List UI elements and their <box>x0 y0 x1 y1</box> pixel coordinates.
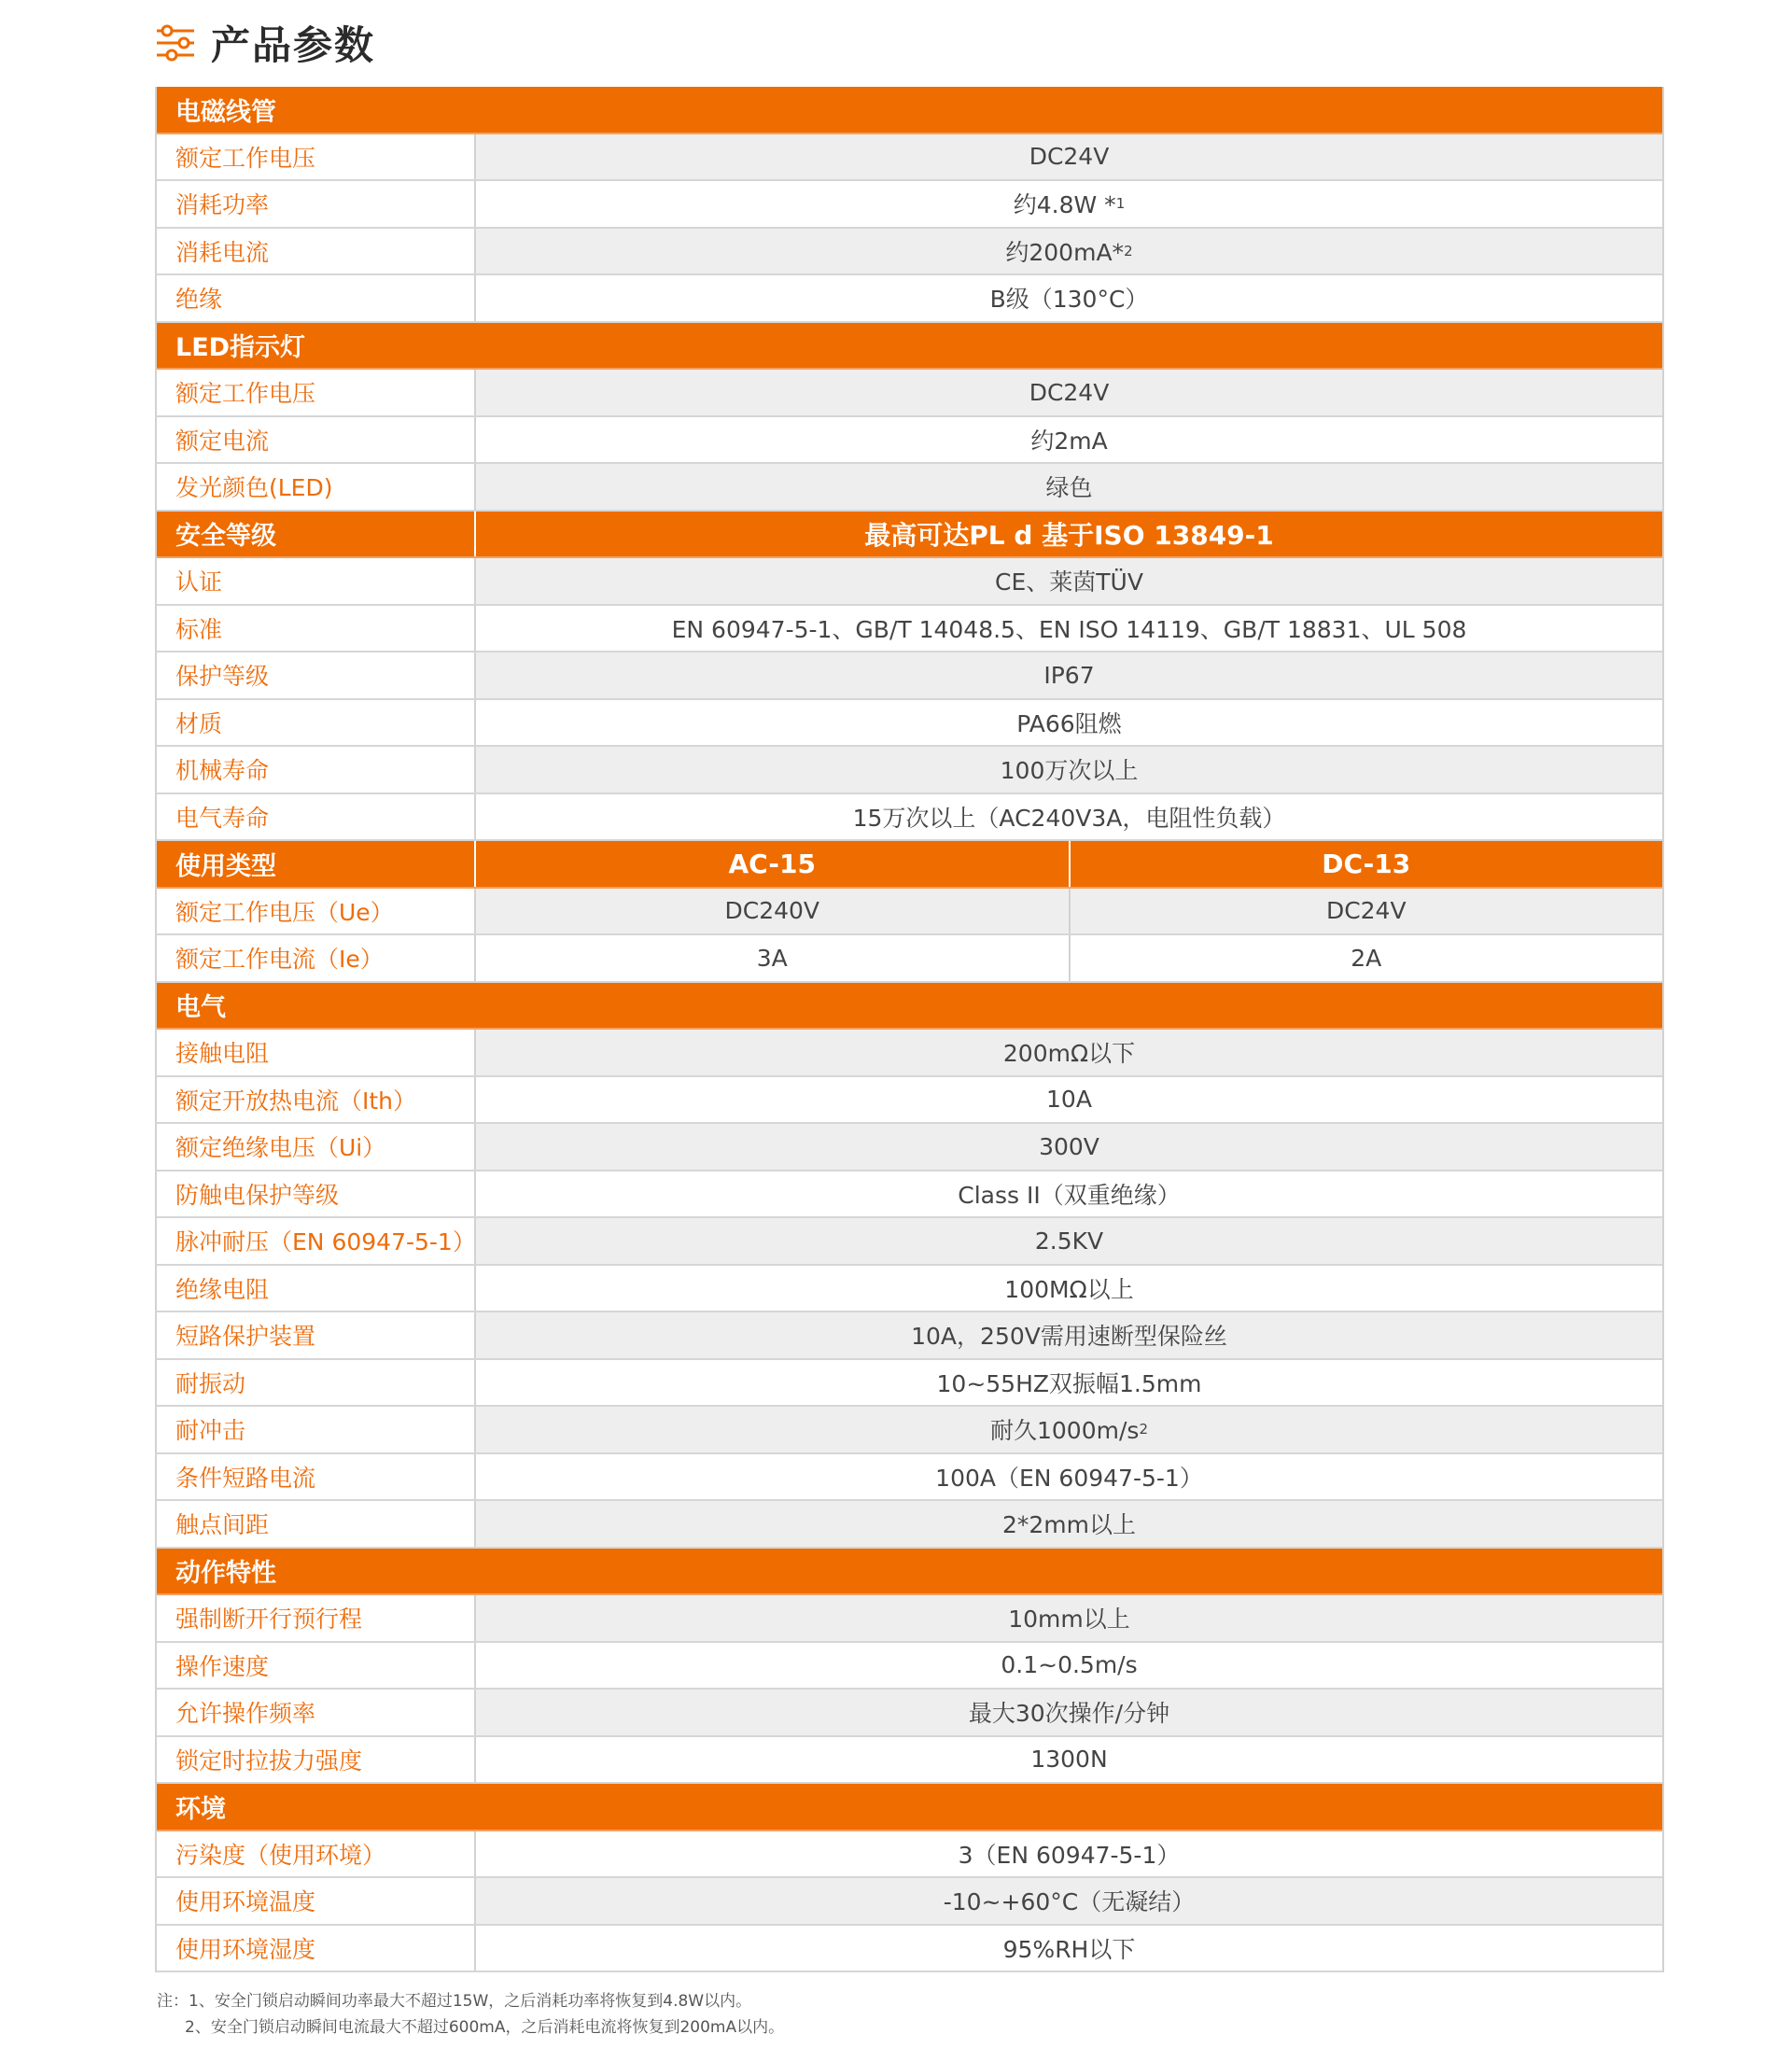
param-label: 机械寿命 <box>157 747 476 793</box>
param-label: 允许操作频率 <box>157 1690 476 1735</box>
table-row <box>157 275 1662 323</box>
param-label: 额定电流 <box>157 417 476 463</box>
param-value: 约4.8W * 1 <box>476 181 1662 227</box>
table-row <box>157 181 1662 229</box>
section-title: 电气 <box>175 993 226 1023</box>
param-value <box>476 1124 1662 1170</box>
param-value: 3A <box>476 935 1069 981</box>
param-label: 使用环境温度 <box>157 1878 476 1924</box>
section-title: 安全等级 <box>157 512 476 557</box>
param-value <box>476 134 1662 180</box>
section-header <box>157 841 1662 889</box>
param-value: 2A <box>1069 935 1663 981</box>
section-title: 电磁线管 <box>175 97 276 127</box>
param-label: 材质 <box>157 700 476 746</box>
param-value-text: DC24V <box>1029 143 1110 171</box>
table-row <box>157 1831 1662 1879</box>
param-label: 消耗功率 <box>157 181 476 227</box>
footnotes <box>157 1988 784 2041</box>
param-value <box>476 1501 1662 1547</box>
param-label: 条件短路电流 <box>157 1454 476 1500</box>
param-value <box>476 1643 1662 1689</box>
section-header <box>157 1784 1662 1831</box>
section-title: 环境 <box>175 1794 226 1824</box>
param-value <box>476 275 1662 321</box>
section-header <box>157 983 1662 1031</box>
param-label: 触点间距 <box>157 1501 476 1547</box>
param-label: 额定工作电压 <box>157 370 476 415</box>
param-value-text: 耐久1000m/s <box>990 1417 1140 1445</box>
param-value <box>476 1360 1662 1406</box>
param-value-text: Class II（双重绝缘） <box>958 1181 1181 1209</box>
sliders-icon <box>155 24 196 62</box>
param-label: 认证 <box>157 558 476 604</box>
param-label: 额定工作电流（Ie） <box>157 935 476 981</box>
section-header-value: 最高可达PL d 基于ISO 13849-1 <box>864 519 1274 551</box>
param-value <box>476 747 1662 793</box>
param-value: 耐久1000m/s 2 <box>476 1407 1662 1452</box>
param-label: 脉冲耐压（EN 60947-5-1） <box>157 1218 476 1264</box>
table-row <box>157 229 1662 276</box>
column-header: AC-15 <box>728 848 816 879</box>
table-row <box>157 1737 1662 1785</box>
table-row <box>157 1595 1662 1643</box>
param-value-text: B级（130°C） <box>989 286 1149 314</box>
param-value-text: 100万次以上 <box>1000 757 1139 785</box>
table-row <box>157 1077 1662 1125</box>
param-label: 额定工作电压 <box>157 134 476 180</box>
table-row <box>157 747 1662 794</box>
param-label: 消耗电流 <box>157 229 476 274</box>
param-value-text: EN 60947-5-1、GB/T 14048.5、EN ISO 14119、GB/T 18831、UL 508 <box>671 615 1467 643</box>
param-value <box>476 370 1662 415</box>
table-row <box>157 417 1662 465</box>
param-value <box>476 1312 1662 1358</box>
param-label: 发光颜色(LED) <box>157 464 476 510</box>
table-row <box>157 1407 1662 1454</box>
table-row <box>157 606 1662 653</box>
section-header <box>157 1549 1662 1596</box>
param-value <box>476 1595 1662 1641</box>
param-value-text: 10A <box>1046 1086 1092 1114</box>
section-header-value <box>476 323 1662 369</box>
table-row <box>157 1171 1662 1219</box>
table-row <box>157 1501 1662 1549</box>
param-value-text: 10A，250V需用速断型保险丝 <box>911 1323 1227 1351</box>
param-value <box>476 1831 1662 1877</box>
table-row <box>157 1360 1662 1408</box>
section-title: 使用类型 <box>157 841 476 887</box>
param-label: 耐振动 <box>157 1360 476 1406</box>
param-value: 约200mA* 2 <box>476 229 1662 274</box>
param-label: 使用环境湿度 <box>157 1926 476 1971</box>
param-label: 电气寿命 <box>157 794 476 840</box>
param-value-text: 15万次以上（AC240V3A，电阻性负载） <box>852 804 1286 832</box>
table-row <box>157 700 1662 748</box>
param-value-text: 10~55HZ双振幅1.5mm <box>936 1369 1202 1397</box>
param-value-text: 约2mA <box>1030 427 1108 455</box>
section-header <box>157 512 1662 559</box>
table-row <box>157 558 1662 606</box>
table-row <box>157 889 1662 936</box>
param-label: 保护等级 <box>157 652 476 698</box>
param-value <box>476 1077 1662 1123</box>
param-value <box>476 1218 1662 1264</box>
param-label: 标准 <box>157 606 476 652</box>
table-row <box>157 370 1662 417</box>
param-label: 额定绝缘电压（Ui） <box>157 1124 476 1170</box>
section-title: LED指示灯 <box>175 333 306 363</box>
section-header-value <box>476 1549 1662 1594</box>
param-value: DC240V <box>476 889 1069 934</box>
param-label: 操作速度 <box>157 1643 476 1689</box>
param-value-text: PA66阻燃 <box>1016 709 1122 737</box>
param-value <box>476 794 1662 840</box>
param-value-text: 100MΩ以上 <box>1004 1275 1134 1303</box>
param-value <box>476 606 1662 652</box>
table-row <box>157 1312 1662 1360</box>
param-value <box>476 1171 1662 1217</box>
param-label: 额定开放热电流（Ith） <box>157 1077 476 1123</box>
param-value-text: 10mm以上 <box>1008 1606 1130 1634</box>
table-row <box>157 1878 1662 1926</box>
param-value <box>476 1878 1662 1924</box>
param-label: 短路保护装置 <box>157 1312 476 1358</box>
param-value-text: 0.1~0.5m/s <box>1001 1651 1138 1679</box>
table-row <box>157 1030 1662 1077</box>
param-value-text: 300V <box>1039 1132 1099 1160</box>
table-row <box>157 464 1662 512</box>
param-value-text: 2*2mm以上 <box>1001 1511 1137 1539</box>
table-row <box>157 1926 1662 1973</box>
param-value <box>476 464 1662 510</box>
param-label: 耐冲击 <box>157 1407 476 1452</box>
section-header <box>157 87 1662 134</box>
param-value <box>476 1030 1662 1075</box>
section-title: 动作特性 <box>175 1559 276 1589</box>
param-value <box>476 1266 1662 1312</box>
param-value <box>476 1737 1662 1783</box>
page-title: 产品参数 <box>211 22 376 68</box>
param-value <box>476 652 1662 698</box>
param-value <box>476 558 1662 604</box>
param-value-text: 最大30次操作/分钟 <box>968 1700 1170 1728</box>
param-label: 额定工作电压（Ue） <box>157 889 476 934</box>
param-label: 防触电保护等级 <box>157 1171 476 1217</box>
table-row <box>157 1124 1662 1171</box>
section-header-value <box>476 87 1662 133</box>
param-value-text: 95%RH以下 <box>1002 1935 1136 1963</box>
column-header: DC-13 <box>1069 841 1663 887</box>
param-value: DC24V <box>1069 889 1663 934</box>
param-value-text: 约4.8W * <box>1013 191 1116 219</box>
footnote-1: 注：1、安全门锁启动瞬间功率最大不超过15W，之后消耗功率将恢复到4.8W以内。 <box>157 1992 752 2011</box>
param-label: 绝缘电阻 <box>157 1266 476 1312</box>
param-label: 绝缘 <box>157 275 476 321</box>
param-value-text: CE、莱茵TÜV <box>995 568 1143 596</box>
param-value-text: 2.5KV <box>1034 1227 1104 1255</box>
spec-table <box>155 87 1664 1972</box>
param-value-text: 绿色 <box>1045 474 1093 502</box>
table-row <box>157 1266 1662 1313</box>
param-label: 污染度（使用环境） <box>157 1831 476 1877</box>
param-value-text: 1300N <box>1030 1746 1108 1774</box>
param-label: 锁定时拉拔力强度 <box>157 1737 476 1783</box>
param-value-text: 100A（EN 60947-5-1） <box>935 1464 1203 1492</box>
section-header <box>157 323 1662 371</box>
page-header <box>155 15 375 71</box>
section-header-value <box>476 983 1662 1029</box>
param-label: 强制断开行预行程 <box>157 1595 476 1641</box>
param-value <box>476 1454 1662 1500</box>
footnote-2: 2、安全门锁启动瞬间电流最大不超过600mA，之后消耗电流将恢复到200mA以内。 <box>185 2018 785 2037</box>
param-value-text: -10~+60°C（无凝结） <box>943 1888 1196 1916</box>
table-row <box>157 935 1662 983</box>
table-row <box>157 1218 1662 1266</box>
param-value <box>476 417 1662 463</box>
section-header-value <box>476 1784 1662 1830</box>
param-label: 接触电阻 <box>157 1030 476 1075</box>
param-value <box>476 1926 1662 1971</box>
param-value-text: 200mΩ以下 <box>1002 1040 1136 1068</box>
table-row <box>157 794 1662 842</box>
table-row <box>157 1690 1662 1737</box>
param-value <box>476 1690 1662 1735</box>
table-row <box>157 652 1662 700</box>
param-value-text: 3（EN 60947-5-1） <box>958 1841 1181 1869</box>
table-row <box>157 1643 1662 1690</box>
table-row <box>157 1454 1662 1502</box>
table-row <box>157 134 1662 182</box>
param-value-text: 约200mA* <box>1005 238 1125 266</box>
param-value-text: IP67 <box>1043 661 1095 689</box>
param-value-text: DC24V <box>1029 378 1110 406</box>
param-value <box>476 700 1662 746</box>
